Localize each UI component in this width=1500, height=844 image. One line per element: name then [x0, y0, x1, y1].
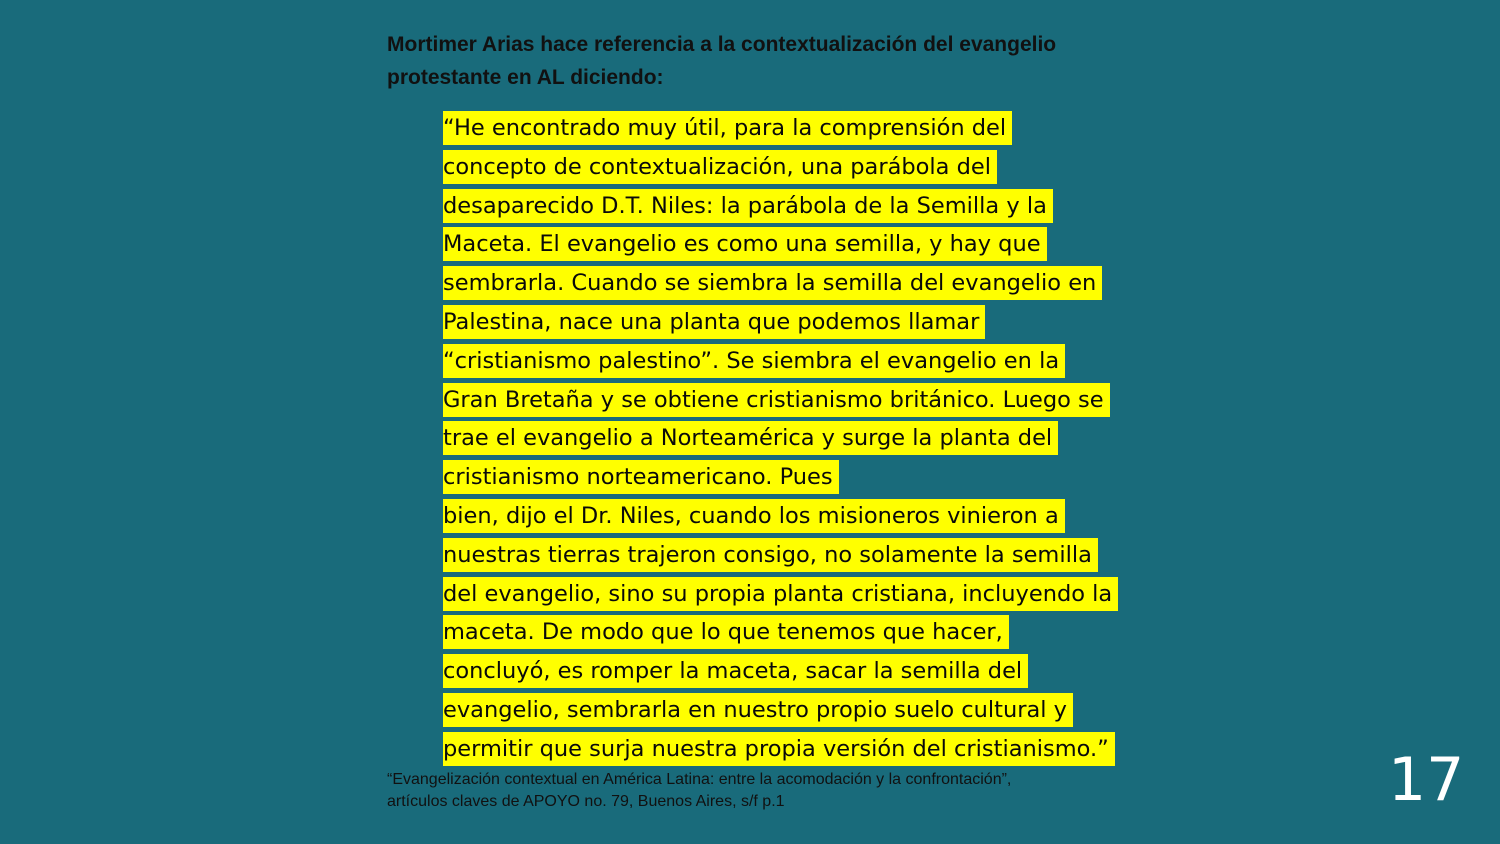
quote-line: [443, 264, 1143, 303]
quote-line: [443, 458, 1143, 497]
quote-line: [443, 730, 1143, 769]
quote-line: [443, 187, 1143, 226]
intro-line: Mortimer Arias hace referencia a la contextualización del evangelio: [387, 33, 1057, 56]
quote-line: [443, 613, 1143, 652]
quote-line: [443, 536, 1143, 575]
quote-line: [443, 148, 1143, 187]
quote-line-text: nuestras tierras trajeron consigo, no solamente la semilla: [443, 538, 1098, 572]
quote-line-text: bien, dijo el Dr. Niles, cuando los misioneros vinieron a: [443, 499, 1065, 533]
quote-line: [443, 652, 1143, 691]
quote-line-text: concluyó, es romper la maceta, sacar la semilla del: [443, 654, 1028, 688]
quote-line: [443, 342, 1143, 381]
quote-line-text: Maceta. El evangelio es como una semilla, y hay que: [443, 227, 1047, 261]
quote-line-text: concepto de contextualización, una parábola del: [443, 150, 997, 184]
quote-line-text: del evangelio, sino su propia planta cristiana, incluyendo la: [443, 577, 1118, 611]
slide-number: 17: [1388, 745, 1465, 815]
intro-line: protestante en AL diciendo:: [387, 66, 664, 89]
source-citation: [387, 769, 1147, 813]
quote-line-text: permitir que surja nuestra propia versión del cristianismo.”: [443, 732, 1115, 766]
quote-line-text: sembrarla. Cuando se siembra la semilla del evangelio en: [443, 266, 1102, 300]
citation-line: “Evangelización contextual en América Latina: entre la acomodación y la confrontación”,: [387, 771, 1012, 788]
quote-line: [443, 225, 1143, 264]
quote-line: [443, 691, 1143, 730]
quote-line: [443, 381, 1143, 420]
quote-line-text: Gran Bretaña y se obtiene cristianismo británico. Luego se: [443, 383, 1110, 417]
quote-line-text: cristianismo norteamericano. Pues: [443, 460, 839, 494]
highlighted-quote: [443, 109, 1143, 769]
quote-line: [443, 303, 1143, 342]
quote-line-text: trae el evangelio a Norteamérica y surge la planta del: [443, 421, 1058, 455]
citation-line: artículos claves de APOYO no. 79, Buenos Aires, s/f p.1: [387, 793, 785, 810]
quote-line: [443, 109, 1143, 148]
quote-line-text: Palestina, nace una planta que podemos llamar: [443, 305, 985, 339]
quote-line-text: evangelio, sembrarla en nuestro propio suelo cultural y: [443, 693, 1073, 727]
quote-line-text: desaparecido D.T. Niles: la parábola de la Semilla y la: [443, 189, 1053, 223]
quote-line-text: “cristianismo palestino”. Se siembra el evangelio en la: [443, 344, 1065, 378]
quote-line-text: “He encontrado muy útil, para la comprensión del: [443, 111, 1012, 145]
quote-line: [443, 419, 1143, 458]
quote-line: [443, 497, 1143, 536]
quote-line: [443, 575, 1143, 614]
quote-line-text: maceta. De modo que lo que tenemos que hacer,: [443, 615, 1009, 649]
intro-heading: [387, 28, 1127, 94]
